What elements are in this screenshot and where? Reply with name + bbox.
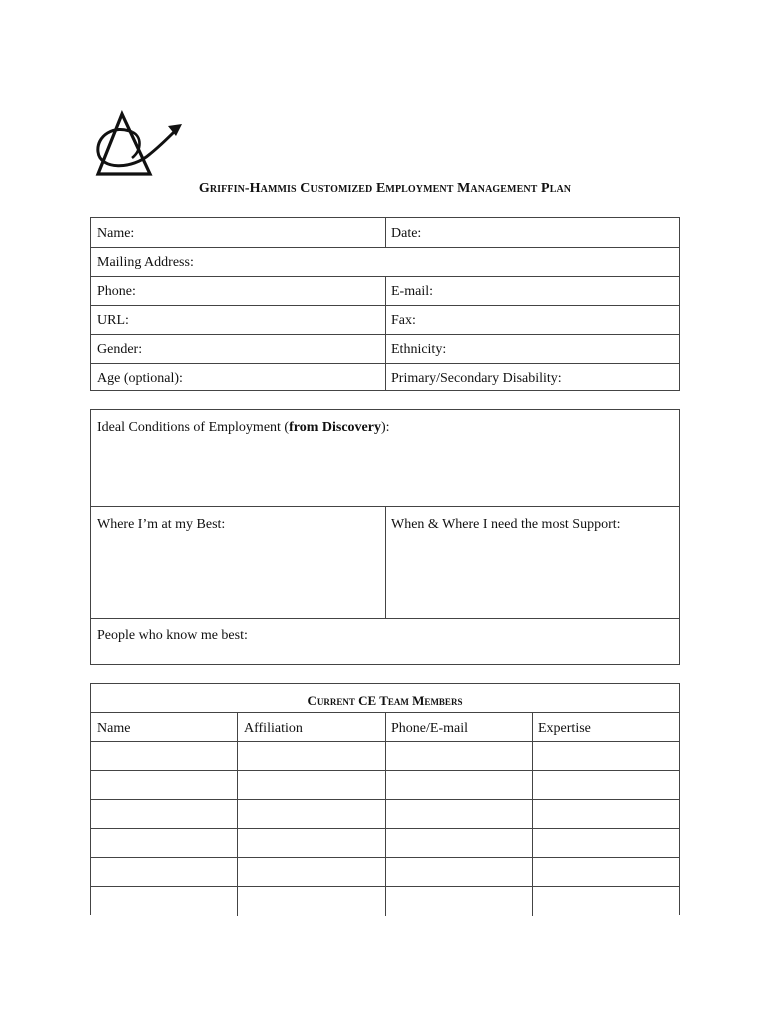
row-age-disability [91, 363, 679, 391]
best-label: Where I’m at my Best: [97, 517, 226, 532]
table-row [91, 886, 679, 916]
table-row [91, 741, 679, 770]
ideal-conditions-label: Ideal Conditions of Employment (from Discovery): [97, 420, 390, 435]
row-ideal-conditions [91, 410, 679, 506]
table-row [91, 828, 679, 857]
gender-label: Gender: [97, 342, 143, 357]
from-discovery-bold: from Discovery [289, 420, 381, 435]
discovery-table [90, 409, 680, 665]
row-people [91, 618, 679, 665]
disability-label: Primary/Secondary Disability: [391, 371, 562, 386]
col-affiliation: Affiliation [244, 721, 303, 736]
fax-label: Fax: [391, 313, 416, 328]
date-label: Date: [391, 226, 422, 241]
phone-label: Phone: [97, 284, 136, 299]
mailing-address-label: Mailing Address: [97, 255, 194, 270]
row-phone-email [91, 276, 679, 305]
people-label: People who know me best: [97, 628, 248, 643]
col-phone-email: Phone/E-mail [391, 721, 468, 736]
griffin-hammis-logo [92, 110, 186, 180]
table-row [91, 857, 679, 886]
row-name-date [91, 218, 679, 247]
row-best-support [91, 506, 679, 618]
row-gender-ethnicity [91, 334, 679, 363]
personal-info-table [90, 217, 680, 391]
support-label: When & Where I need the most Support: [391, 517, 621, 532]
url-label: URL: [97, 313, 129, 328]
col-name: Name [97, 721, 131, 736]
table-row [91, 799, 679, 828]
age-label: Age (optional): [97, 371, 183, 386]
table-row [91, 770, 679, 799]
ethnicity-label: Ethnicity: [391, 342, 447, 357]
team-header-row [91, 712, 679, 741]
page-title: Griffin-Hammis Customized Employment Management Plan [198, 181, 572, 196]
col-expertise: Expertise [538, 721, 591, 736]
email-label: E-mail: [391, 284, 433, 299]
row-url-fax [91, 305, 679, 334]
row-mailing-address [91, 247, 679, 276]
team-table [90, 683, 680, 915]
team-section-title: Current CE Team Members [307, 693, 463, 708]
name-label: Name: [97, 226, 135, 241]
